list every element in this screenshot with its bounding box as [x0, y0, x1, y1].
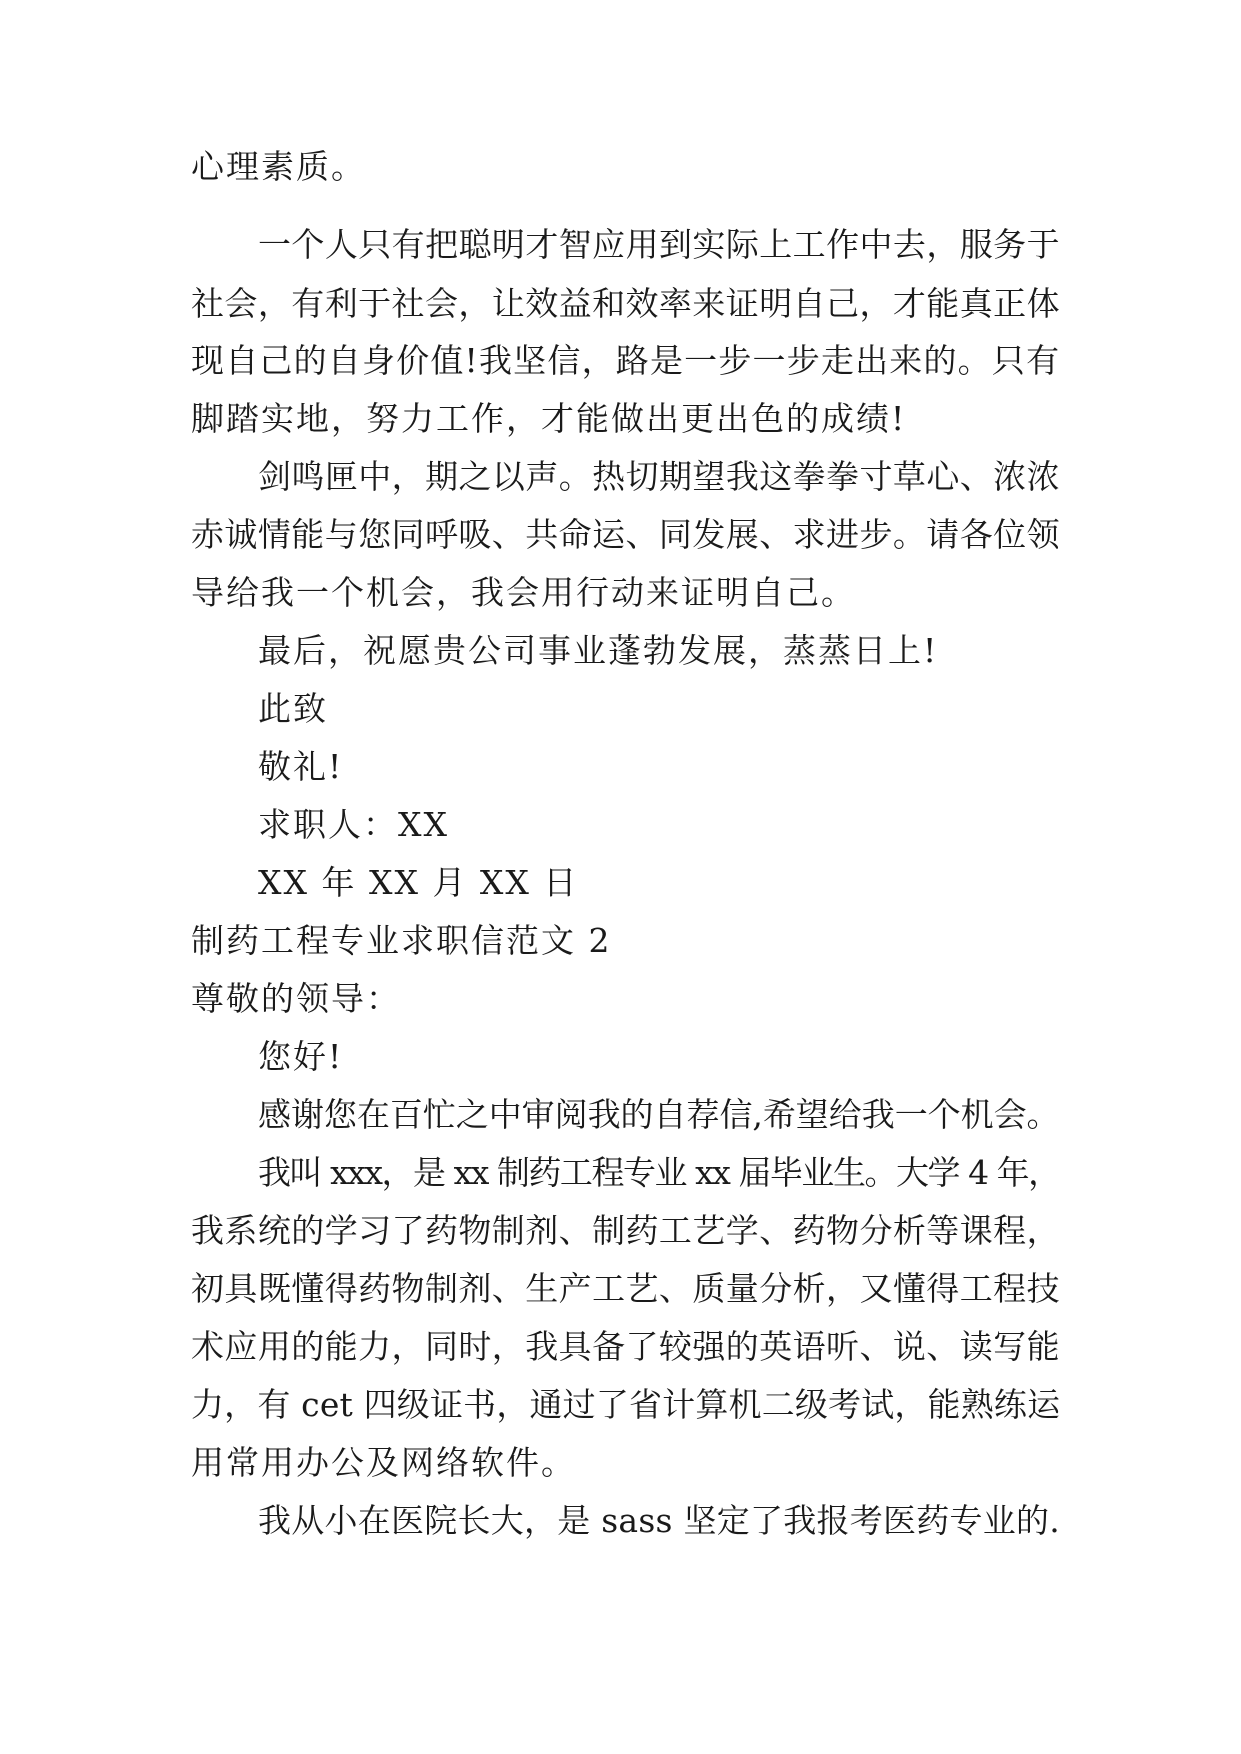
text-line: 心理素质。: [191, 147, 366, 186]
text-line: 脚踏实地，努力工作，才能做出更出色的成绩!: [191, 399, 907, 438]
text-line: 导给我一个机会，我会用行动来证明自己。: [191, 573, 856, 612]
text-line: 社会，有利于社会，让效益和效率来证明自己，才能真正体: [191, 284, 1060, 323]
text-line: 一个人只有把聪明才智应用到实际上工作中去，服务于: [258, 225, 1060, 264]
text-line: 敬礼!: [258, 747, 344, 786]
text-line: 初具既懂得药物制剂、生产工艺、质量分析，又懂得工程技: [191, 1269, 1060, 1308]
text-line: 赤诚情能与您同呼吸、共命运、同发展、求进步。请各位领: [191, 515, 1060, 554]
signature-line: 求职人：XX: [258, 805, 449, 844]
text-line: 最后，祝愿贵公司事业蓬勃发展，蒸蒸日上!: [258, 631, 939, 670]
text-line: 我从小在医院长大，是 sass 坚定了我报考医药专业的.: [258, 1501, 1060, 1540]
text-line: 术应用的能力，同时，我具备了较强的英语听、说、读写能: [191, 1327, 1060, 1366]
salutation: 尊敬的领导：: [191, 979, 401, 1018]
text-line: 用常用办公及网络软件。: [191, 1443, 576, 1482]
text-line: 我系统的学习了药物制剂、制药工艺学、药物分析等课程，: [191, 1211, 1060, 1250]
text-line: 此致: [258, 689, 328, 728]
section-title: 制药工程专业求职信范文 2: [191, 921, 612, 960]
text-line: 剑鸣匣中，期之以声。热切期望我这拳拳寸草心、浓浓: [258, 457, 1060, 496]
text-line: 现自己的自身价值!我坚信，路是一步一步走出来的。只有: [191, 341, 1061, 380]
text-line: 力，有 cet 四级证书，通过了省计算机二级考试，能熟练运: [191, 1385, 1061, 1424]
text-line: 我叫 xxx，是 xx 制药工程专业 xx 届毕业生。大学 4 年，: [258, 1153, 1060, 1192]
text-line: 感谢您在百忙之中审阅我的自荐信,希望给我一个机会。: [258, 1095, 1060, 1134]
date-line: XX 年 XX 月 XX 日: [258, 863, 579, 902]
text-line: 您好!: [258, 1037, 344, 1076]
